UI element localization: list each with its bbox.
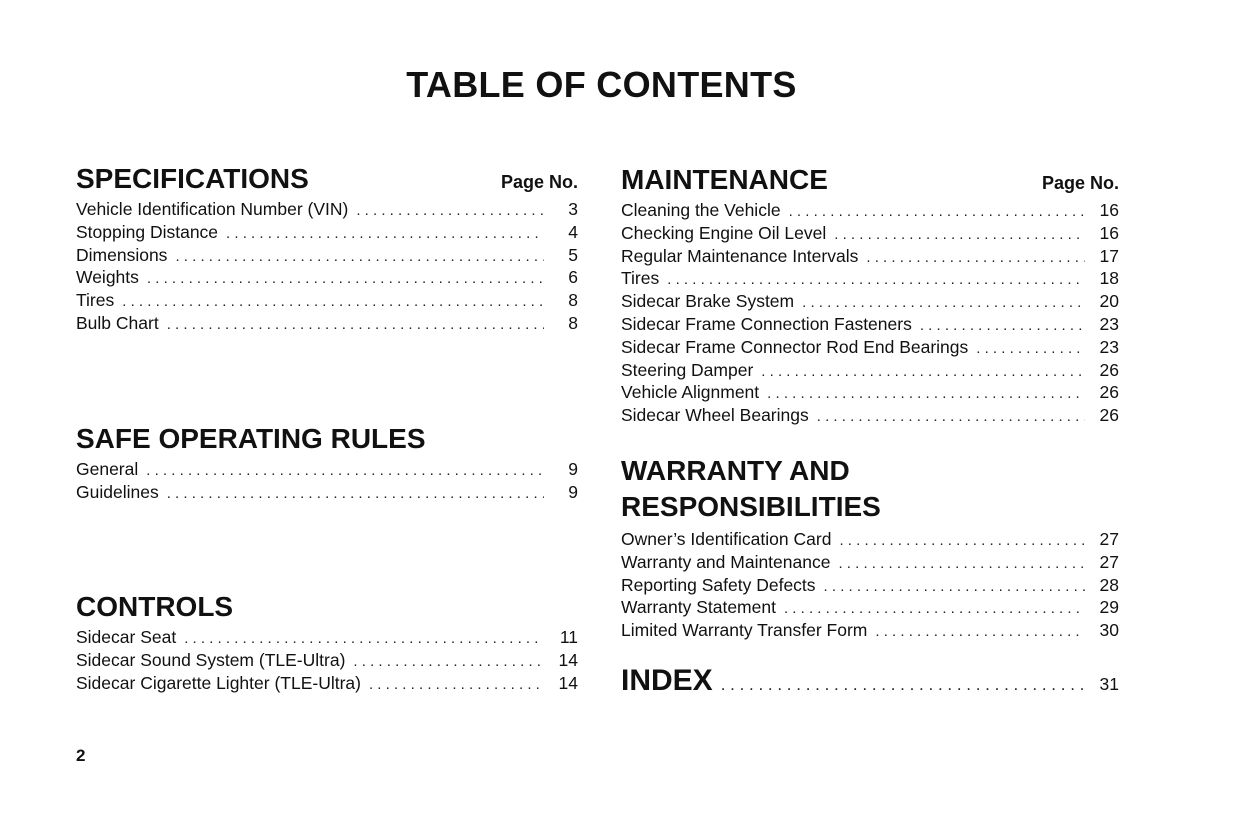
toc-entry-page: 27 — [1099, 529, 1119, 549]
section-heading: MAINTENANCE — [621, 164, 828, 195]
toc-entry-page: 4 — [568, 221, 578, 242]
toc-entry[interactable] — [621, 267, 1119, 290]
toc-entry[interactable] — [76, 198, 578, 221]
toc-entry[interactable] — [621, 528, 1119, 551]
dot-leader — [838, 553, 1085, 576]
toc-entry-page: 23 — [1099, 313, 1119, 334]
toc-list — [76, 626, 578, 694]
toc-entry[interactable] — [76, 626, 578, 649]
toc-entry-page: 14 — [558, 672, 578, 693]
toc-entry[interactable] — [621, 222, 1119, 245]
dot-leader — [767, 383, 1085, 406]
dot-leader — [175, 246, 544, 269]
toc-entry[interactable] — [76, 244, 578, 267]
toc-list — [621, 528, 1119, 642]
toc-entry[interactable] — [621, 313, 1119, 336]
dot-leader — [834, 224, 1085, 247]
toc-list — [621, 199, 1119, 427]
toc-entry[interactable] — [621, 245, 1119, 268]
toc-entry-label: Vehicle Identification Number (VIN) — [76, 199, 349, 219]
dot-leader — [353, 651, 544, 674]
toc-entry-label: Tires — [621, 268, 660, 289]
page-no-label: Page No. — [500, 172, 578, 192]
toc-entry-page: 26 — [1099, 405, 1119, 426]
toc-entry-label: Cleaning the Vehicle — [621, 200, 781, 220]
toc-entry-label: Sidecar Brake System — [621, 291, 795, 312]
toc-entry-page: 14 — [558, 649, 578, 670]
dot-leader — [761, 361, 1085, 384]
toc-entry-label: Stopping Distance — [76, 221, 219, 242]
toc-entry-page: 20 — [1099, 291, 1119, 312]
section-heading — [621, 454, 1119, 524]
section-heading: INDEX — [621, 664, 713, 697]
toc-entry[interactable] — [621, 619, 1119, 642]
dot-leader — [147, 268, 544, 291]
toc-entry[interactable] — [621, 336, 1119, 359]
toc-entry-page: 8 — [568, 290, 578, 311]
section-header — [621, 165, 1119, 199]
toc-entry-label: Sidecar Wheel Bearings — [621, 405, 809, 426]
toc-entry-page: 17 — [1099, 245, 1119, 266]
toc-entry-page: 6 — [568, 267, 578, 288]
toc-entry-page: 28 — [1099, 574, 1119, 595]
specifications-section — [76, 164, 578, 335]
toc-entry-page: 27 — [1099, 551, 1119, 572]
toc-entry[interactable] — [621, 404, 1119, 427]
section-header — [76, 424, 578, 458]
dot-leader — [667, 269, 1085, 292]
toc-entry-page: 3 — [568, 199, 578, 219]
toc-entry-label: Owner’s Identification Card — [621, 529, 832, 549]
toc-entry-label: Limited Warranty Transfer Form — [621, 620, 868, 641]
toc-entry-label: Reporting Safety Defects — [621, 574, 816, 595]
dot-leader — [839, 530, 1085, 553]
toc-entry[interactable] — [76, 312, 578, 335]
dot-leader — [976, 338, 1085, 361]
dot-leader — [122, 291, 544, 314]
toc-list — [76, 198, 578, 335]
dot-leader — [146, 460, 544, 483]
controls-section — [76, 592, 578, 694]
section-heading: CONTROLS — [76, 591, 234, 622]
toc-entry-label: Warranty and Maintenance — [621, 551, 831, 572]
toc-entry-page: 16 — [1099, 200, 1119, 220]
safe-operating-rules-section — [76, 424, 578, 504]
toc-entry-label: Guidelines — [76, 481, 159, 502]
page-no-label: Page No. — [1041, 173, 1119, 193]
toc-entry-page: 23 — [1099, 336, 1119, 357]
dot-leader — [356, 200, 544, 223]
toc-entry[interactable] — [76, 289, 578, 312]
dot-leader — [167, 314, 544, 337]
toc-entry-label: Sidecar Frame Connection Fasteners — [621, 313, 912, 334]
toc-entry-label: Sidecar Seat — [76, 627, 177, 647]
toc-entry-page: 5 — [568, 244, 578, 265]
toc-entry-label: Dimensions — [76, 244, 168, 265]
section-header — [76, 164, 578, 198]
toc-entry-label: Tires — [76, 290, 115, 311]
toc-entry-label: Steering Damper — [621, 359, 754, 380]
toc-entry[interactable] — [76, 481, 578, 504]
dot-leader — [784, 598, 1085, 621]
toc-entry-label: Vehicle Alignment — [621, 382, 760, 403]
toc-entry[interactable] — [621, 664, 1119, 698]
toc-entry-page: 26 — [1099, 359, 1119, 380]
dot-leader — [875, 621, 1085, 644]
toc-entry[interactable] — [76, 221, 578, 244]
toc-entry-label: General — [76, 459, 139, 479]
section-header — [76, 592, 578, 626]
toc-entry[interactable] — [76, 458, 578, 481]
toc-entry-page: 11 — [559, 627, 578, 647]
toc-entry[interactable] — [621, 290, 1119, 313]
dot-leader — [184, 628, 544, 651]
toc-entry[interactable] — [621, 381, 1119, 404]
toc-entry-label: Warranty Statement — [621, 597, 776, 618]
section-heading-line2: RESPONSIBILITIES — [621, 491, 881, 522]
toc-entry-page: 16 — [1099, 222, 1119, 243]
toc-entry-page: 9 — [568, 481, 578, 502]
section-heading: SPECIFICATIONS — [76, 163, 309, 194]
dot-leader — [789, 201, 1085, 224]
toc-entry-page: 26 — [1099, 382, 1119, 403]
toc-entry[interactable] — [76, 266, 578, 289]
index-section — [621, 664, 1119, 698]
maintenance-section — [621, 165, 1119, 427]
toc-entry-page: 8 — [568, 312, 578, 333]
toc-entry-label: Sidecar Sound System (TLE-Ultra) — [76, 649, 346, 670]
toc-entry[interactable] — [621, 199, 1119, 222]
dot-leader — [817, 406, 1085, 429]
page-title: TABLE OF CONTENTS — [406, 64, 797, 105]
section-heading-line1: WARRANTY AND — [621, 455, 850, 486]
toc-list — [76, 458, 578, 504]
warranty-section — [621, 454, 1119, 642]
toc-entry-page: 9 — [568, 459, 578, 479]
toc-entry[interactable] — [76, 649, 578, 672]
dot-leader — [721, 675, 1085, 695]
toc-entry-label: Regular Maintenance Intervals — [621, 245, 859, 266]
dot-leader — [369, 674, 544, 697]
dot-leader — [167, 483, 544, 506]
toc-entry-label: Sidecar Frame Connector Rod End Bearings — [621, 336, 969, 357]
section-heading: SAFE OPERATING RULES — [76, 423, 426, 454]
dot-leader — [920, 315, 1085, 338]
dot-leader — [824, 576, 1085, 599]
dot-leader — [226, 223, 544, 246]
toc-entry-page: 18 — [1099, 268, 1119, 289]
toc-entry[interactable] — [76, 672, 578, 695]
toc-entry[interactable] — [621, 596, 1119, 619]
dot-leader — [866, 247, 1085, 270]
toc-entry-page: 29 — [1099, 597, 1119, 618]
toc-entry-page: 31 — [1099, 674, 1119, 694]
toc-entry[interactable] — [621, 551, 1119, 574]
toc-entry-page: 30 — [1099, 620, 1119, 641]
toc-entry-label: Checking Engine Oil Level — [621, 222, 827, 243]
toc-entry[interactable] — [621, 574, 1119, 597]
toc-entry[interactable] — [621, 359, 1119, 382]
toc-entry-label: Weights — [76, 267, 139, 288]
toc-entry-label: Sidecar Cigarette Lighter (TLE-Ultra) — [76, 672, 361, 693]
page-number: 2 — [76, 746, 86, 765]
toc-entry-label: Bulb Chart — [76, 312, 159, 333]
dot-leader — [802, 292, 1085, 315]
